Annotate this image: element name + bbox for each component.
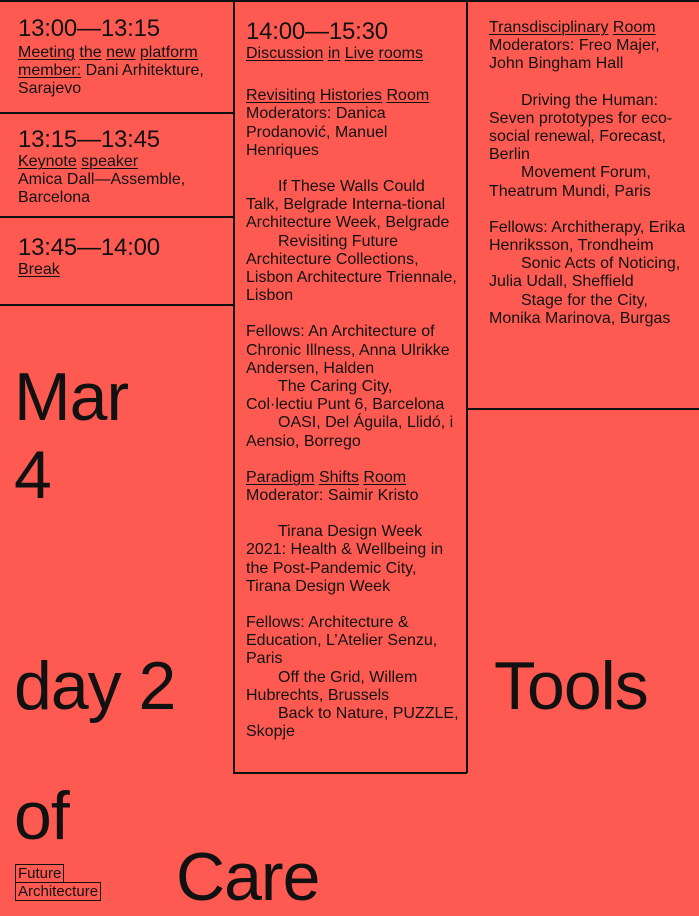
project-list xyxy=(246,523,460,596)
divider xyxy=(0,216,234,218)
heading-word: Live xyxy=(344,45,375,62)
room-block xyxy=(246,469,460,505)
project-item: Tirana Design Week 2021: Health & Wellbeing in the Post-Pandemic City, Tirana Design Week xyxy=(246,523,444,595)
divider xyxy=(0,112,234,114)
logo-line: Architecture xyxy=(15,882,101,901)
room-block xyxy=(246,87,460,160)
room-title: Room xyxy=(386,87,430,105)
heading-word: Discussion xyxy=(246,45,324,62)
project-list xyxy=(489,92,689,201)
fellow-item: Fellows: Architherapy, Erika Henriksson, Trondheim xyxy=(489,218,686,255)
session-speaker: Amica Dall—Assemble, Barcelona xyxy=(18,171,186,207)
fellow-item: Off the Grid, Willem Hubrechts, Brussels xyxy=(246,668,418,704)
room-title: Transdisciplinary xyxy=(489,19,609,36)
project-item: Movement Forum, Theatrum Mundi, Paris xyxy=(489,164,651,200)
project-item: Driving the Human: Seven prototypes for eco-social renewal, Forecast, Berlin xyxy=(489,91,673,164)
project-item: If These Walls Could Talk, Belgrade Interna-tional Architecture Week, Belgrade xyxy=(246,178,450,232)
fellows-list xyxy=(246,323,460,450)
session-time: 14:00—15:30 xyxy=(246,18,388,45)
room-title: Room xyxy=(612,19,656,36)
session-label: platform xyxy=(139,44,198,61)
fellow-item: Fellows: Architecture & Education, L’Atelier Senzu, Paris xyxy=(246,614,438,668)
room-moderators: Moderators: Danica Prodanović, Manuel Henriques xyxy=(246,105,388,159)
fellow-item: Back to Nature, PUZZLE, Skopje xyxy=(246,705,459,741)
room-moderators: Moderators: Freo Majer, John Bingham Hall xyxy=(489,37,660,73)
divider xyxy=(233,772,467,774)
session-description xyxy=(18,44,228,99)
session-speaker: Dani Arhitekture, Sarajevo xyxy=(18,62,204,98)
session-label: Break xyxy=(18,261,60,278)
room-title: Histories xyxy=(319,87,383,105)
session-block xyxy=(18,127,228,208)
date-month: Mar xyxy=(14,359,129,435)
session-description xyxy=(18,153,228,208)
project-list xyxy=(246,178,460,305)
project-item: Revisiting Future Architecture Collections, Lisbon Architecture Triennale, Lisbon xyxy=(246,232,457,305)
divider xyxy=(233,0,235,773)
room-block xyxy=(489,19,689,74)
title-word: Tools xyxy=(494,648,648,724)
room-title: Paradigm xyxy=(246,468,315,486)
room-title: Room xyxy=(363,468,407,486)
room-title: Revisiting xyxy=(246,87,316,105)
fellows-list xyxy=(246,614,460,741)
session-label: the xyxy=(79,44,102,61)
session-block xyxy=(18,16,228,99)
session-block xyxy=(18,235,228,279)
session-label: member: xyxy=(18,62,82,80)
session-time: 13:15—13:45 xyxy=(18,126,160,153)
fellows-list xyxy=(489,219,689,328)
fellow-item: Fellows: An Architecture of Chronic Illness, Anna Ulrikke Andersen, Halden xyxy=(246,323,450,377)
room-moderators: Moderator: Saimir Kristo xyxy=(246,487,419,505)
day-number: day 2 xyxy=(14,648,176,724)
room-title: Shifts xyxy=(318,468,359,486)
heading-word: rooms xyxy=(378,45,423,62)
title-word: Care xyxy=(176,839,320,915)
session-label: Meeting xyxy=(18,44,75,61)
session-label: new xyxy=(106,44,136,61)
fellow-item: OASI, Del Águila, Llidó, i Aensio, Borrego xyxy=(246,414,454,450)
fellow-item: The Caring City, Col·lectiu Punt 6, Barcelona xyxy=(246,378,445,414)
divider xyxy=(466,408,699,410)
future-architecture-logo xyxy=(15,864,127,901)
discussion-column xyxy=(246,19,460,742)
session-heading xyxy=(246,45,460,63)
title-word: of xyxy=(14,778,69,854)
session-time: 13:00—13:15 xyxy=(18,15,160,42)
divider xyxy=(466,0,468,773)
session-time: 13:45—14:00 xyxy=(18,234,160,261)
session-label: Keynote xyxy=(18,153,77,170)
logo-line: Future xyxy=(15,864,64,883)
divider xyxy=(0,304,234,306)
fellow-item: Sonic Acts of Noticing, Julia Udall, Sheffield xyxy=(489,255,681,291)
heading-word: in xyxy=(327,45,341,62)
date-day: 4 xyxy=(14,437,51,513)
fellow-item: Stage for the City, Monika Marinova, Burgas xyxy=(489,291,671,327)
session-description xyxy=(18,261,228,279)
transdisciplinary-column xyxy=(489,19,689,328)
session-label: speaker xyxy=(81,153,139,170)
divider xyxy=(0,0,699,2)
